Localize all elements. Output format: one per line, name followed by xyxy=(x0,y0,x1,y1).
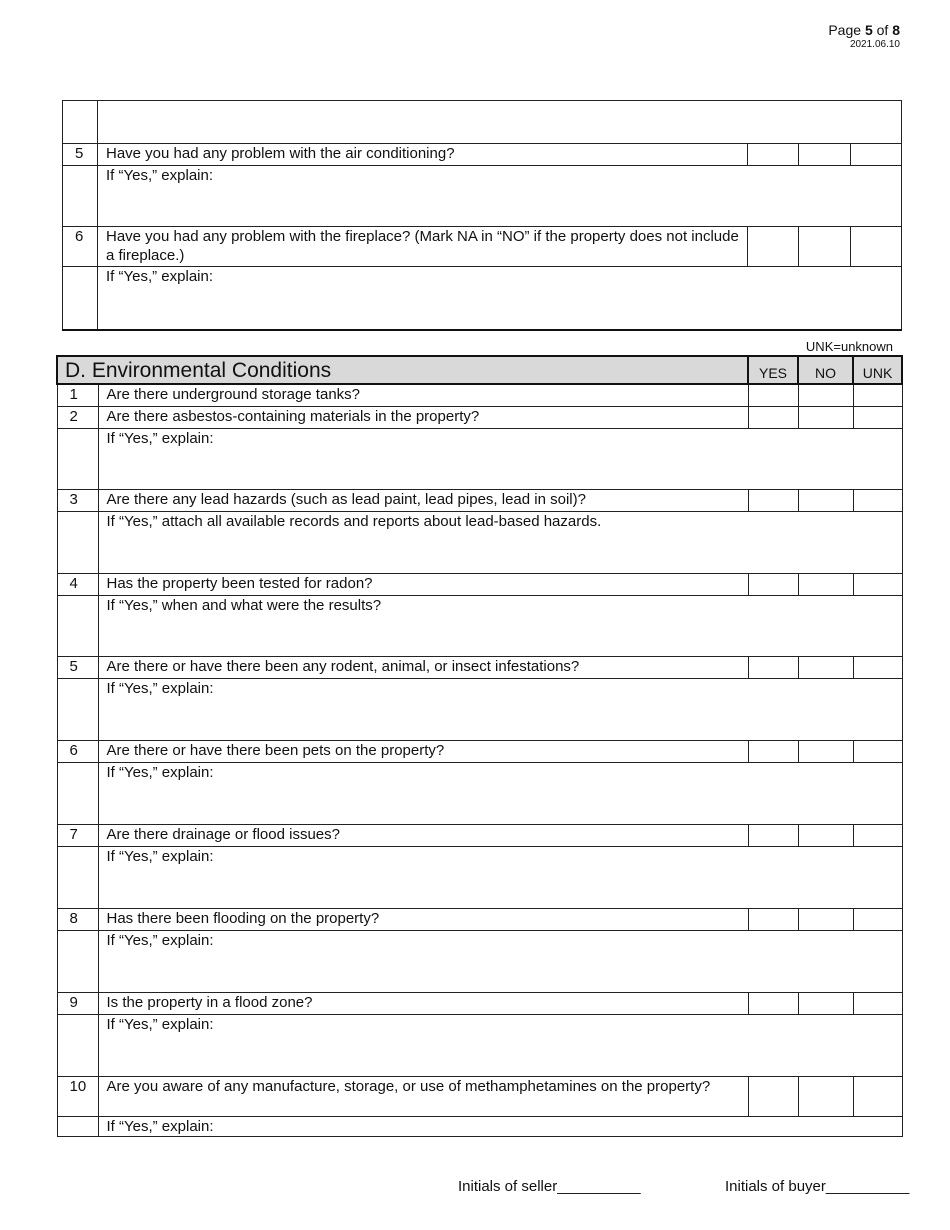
unk-checkbox[interactable] xyxy=(853,656,902,678)
explain-field[interactable]: If “Yes,” explain: xyxy=(98,428,902,489)
unk-checkbox[interactable] xyxy=(853,573,902,595)
explain-row xyxy=(57,428,902,489)
unk-checkbox[interactable] xyxy=(853,908,902,930)
col-yes: YES xyxy=(748,356,798,384)
question-row: 1 Are there underground storage tanks? xyxy=(57,384,902,406)
explain-row xyxy=(57,1014,902,1076)
explain-row xyxy=(57,762,902,824)
no-checkbox[interactable] xyxy=(798,824,853,846)
col-no: NO xyxy=(798,356,853,384)
explain-field[interactable]: If “Yes,” explain: xyxy=(98,166,902,227)
explain-row xyxy=(63,166,902,227)
question-text: Have you had any problem with the air conditioning? xyxy=(98,144,748,166)
question-row: 9 Is the property in a flood zone? xyxy=(57,992,902,1014)
page-number: Page 5 of 8 xyxy=(828,22,900,38)
no-checkbox[interactable] xyxy=(798,573,853,595)
no-checkbox[interactable] xyxy=(799,227,851,267)
explain-row xyxy=(57,511,902,573)
yes-checkbox[interactable] xyxy=(748,1076,798,1116)
question-text: Are there any lead hazards (such as lead paint, lead pipes, lead in soil)? xyxy=(98,489,748,511)
explain-field[interactable]: If “Yes,” when and what were the results? xyxy=(98,595,902,656)
question-text: Are there underground storage tanks? xyxy=(98,384,748,406)
explain-field[interactable]: If “Yes,” explain: xyxy=(98,1116,902,1136)
no-checkbox[interactable] xyxy=(798,656,853,678)
explain-field[interactable]: If “Yes,” explain: xyxy=(98,846,902,908)
question-text: Are there drainage or flood issues? xyxy=(98,824,748,846)
explain-field[interactable]: If “Yes,” explain: xyxy=(98,930,902,992)
no-checkbox[interactable] xyxy=(798,406,853,428)
question-text: Is the property in a flood zone? xyxy=(98,992,748,1014)
yes-checkbox[interactable] xyxy=(748,227,799,267)
question-row: 4 Has the property been tested for radon? xyxy=(57,573,902,595)
yes-checkbox[interactable] xyxy=(748,908,798,930)
explain-field[interactable]: If “Yes,” explain: xyxy=(98,1014,902,1076)
yes-checkbox[interactable] xyxy=(748,489,798,511)
unk-checkbox[interactable] xyxy=(851,227,902,267)
section-header xyxy=(57,356,902,384)
yes-checkbox[interactable] xyxy=(748,656,798,678)
unk-legend: UNK=unknown xyxy=(805,339,893,354)
unk-checkbox[interactable] xyxy=(853,824,902,846)
seller-initials-field[interactable]: Initials of seller__________ xyxy=(458,1178,641,1195)
blank-row xyxy=(63,101,902,144)
question-text: Are there asbestos-containing materials in the property? xyxy=(98,406,748,428)
no-checkbox[interactable] xyxy=(798,908,853,930)
yes-checkbox[interactable] xyxy=(748,824,798,846)
question-text: Has the property been tested for radon? xyxy=(98,573,748,595)
unk-checkbox[interactable] xyxy=(853,489,902,511)
no-checkbox[interactable] xyxy=(798,384,853,406)
explain-field[interactable]: If “Yes,” explain: xyxy=(98,762,902,824)
explain-row xyxy=(57,846,902,908)
question-row: 6 Are there or have there been pets on the property? xyxy=(57,740,902,762)
question-row: 10 Are you aware of any manufacture, storage, or use of methamphetamines on the property? xyxy=(57,1076,902,1116)
unk-checkbox[interactable] xyxy=(853,406,902,428)
unk-checkbox[interactable] xyxy=(853,1076,902,1116)
question-text: Are there or have there been any rodent, animal, or insect infestations? xyxy=(98,656,748,678)
no-checkbox[interactable] xyxy=(798,489,853,511)
yes-checkbox[interactable] xyxy=(748,144,799,166)
explain-row xyxy=(63,267,902,330)
explain-row xyxy=(57,930,902,992)
col-unk: UNK xyxy=(853,356,902,384)
no-checkbox[interactable] xyxy=(798,992,853,1014)
question-text: Has there been flooding on the property? xyxy=(98,908,748,930)
question-text: Are there or have there been pets on the property? xyxy=(98,740,748,762)
page-header xyxy=(828,22,900,50)
previous-section-table xyxy=(62,100,902,331)
explain-row xyxy=(57,595,902,656)
buyer-initials-field[interactable]: Initials of buyer__________ xyxy=(725,1178,910,1195)
question-text: Are you aware of any manufacture, storage, or use of methamphetamines on the property? xyxy=(98,1076,748,1116)
no-checkbox[interactable] xyxy=(799,144,851,166)
yes-checkbox[interactable] xyxy=(748,406,798,428)
yes-checkbox[interactable] xyxy=(748,573,798,595)
no-checkbox[interactable] xyxy=(798,1076,853,1116)
question-row: 5 Are there or have there been any rodent, animal, or insect infestations? xyxy=(57,656,902,678)
question-row: 3 Are there any lead hazards (such as lead paint, lead pipes, lead in soil)? xyxy=(57,489,902,511)
question-text: Have you had any problem with the fireplace? (Mark NA in “NO” if the property does not include a fireplace.) xyxy=(98,227,748,267)
unk-checkbox[interactable] xyxy=(853,384,902,406)
explain-field[interactable]: If “Yes,” explain: xyxy=(98,678,902,740)
yes-checkbox[interactable] xyxy=(748,740,798,762)
question-row: 2 Are there asbestos-containing materials in the property? xyxy=(57,406,902,428)
form-date: 2021.06.10 xyxy=(849,39,900,50)
question-row: 7 Are there drainage or flood issues? xyxy=(57,824,902,846)
question-row: 5 Have you had any problem with the air conditioning? xyxy=(63,144,902,166)
section-title: D. Environmental Conditions xyxy=(57,356,748,384)
explain-row xyxy=(57,1116,902,1136)
explain-field[interactable]: If “Yes,” attach all available records and reports about lead-based hazards. xyxy=(98,511,902,573)
unk-checkbox[interactable] xyxy=(853,992,902,1014)
question-row: 6 Have you had any problem with the fireplace? (Mark NA in “NO” if the property does not include a fireplace.) xyxy=(63,227,902,267)
environmental-conditions-table xyxy=(56,355,903,1137)
yes-checkbox[interactable] xyxy=(748,384,798,406)
explain-row xyxy=(57,678,902,740)
unk-checkbox[interactable] xyxy=(851,144,902,166)
explain-field[interactable]: If “Yes,” explain: xyxy=(98,267,902,330)
question-row: 8 Has there been flooding on the property? xyxy=(57,908,902,930)
yes-checkbox[interactable] xyxy=(748,992,798,1014)
no-checkbox[interactable] xyxy=(798,740,853,762)
unk-checkbox[interactable] xyxy=(853,740,902,762)
